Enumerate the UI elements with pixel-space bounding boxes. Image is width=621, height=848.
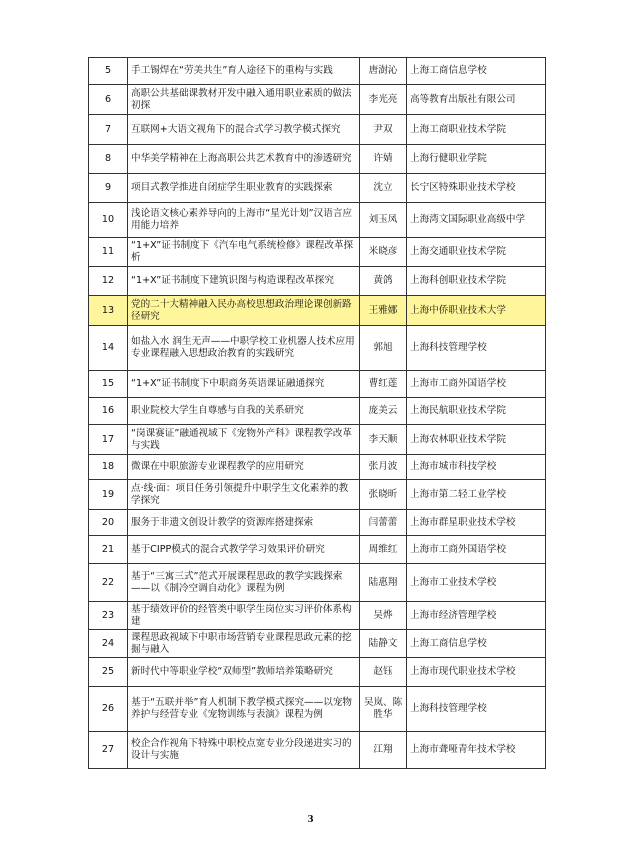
table-row [89,687,546,732]
table-row [89,564,546,602]
paper-title: 高职公共基础课教材开发中融入通用职业素质的做法初探 [128,85,360,115]
row-number: 18 [89,455,128,480]
institution: 上海工商信息学校 [407,58,546,85]
table-row [89,145,546,174]
row-number: 8 [89,145,128,174]
paper-title: 如盐入水 润生无声——中职学校工业机器人技术应用专业课程融入思想政治教育的实践研究 [128,326,360,371]
table-row [89,238,546,267]
table-row [89,732,546,769]
table-row [89,398,546,425]
institution: 上海市经济管理学校 [407,602,546,630]
author-name: 陆静文 [360,630,407,658]
author-name: 郭旭 [360,326,407,371]
author-name: 李天顺 [360,425,407,455]
paper-title: “1+X”证书制度下建筑识图与构造课程改革探究 [128,267,360,296]
row-number: 22 [89,564,128,602]
author-name: 闫蕾蕾 [360,510,407,536]
author-name: 李光亮 [360,85,407,115]
institution: 上海民航职业技术学院 [407,398,546,425]
paper-title: 项目式教学推进自闭症学生职业教育的实践探索 [128,174,360,203]
table-row [89,536,546,564]
paper-title: 浅论语文核心素养导向的上海市“星光计划”汉语言应用能力培养 [128,203,360,238]
institution: 上海市群星职业技术学校 [407,510,546,536]
institution: 上海行健职业学院 [407,145,546,174]
table-row [89,203,546,238]
institution: 上海工商职业技术学院 [407,115,546,145]
table-row [89,425,546,455]
paper-title: 点·线·面：项目任务引领提升中职学生文化素养的教学探究 [128,480,360,510]
institution: 上海市工商外国语学校 [407,536,546,564]
row-number: 10 [89,203,128,238]
table-row [89,326,546,371]
row-number: 12 [89,267,128,296]
author-name: 刘玉凤 [360,203,407,238]
institution: 长宁区特殊职业技术学校 [407,174,546,203]
paper-title: 微课在中职旅游专业课程教学的应用研究 [128,455,360,480]
paper-title: 中华美学精神在上海高职公共艺术教育中的渗透研究 [128,145,360,174]
paper-title: 职业院校大学生自尊感与自我的关系研究 [128,398,360,425]
paper-title: “1+X”证书制度下中职商务英语课证融通探究 [128,371,360,398]
paper-title: 党的二十大精神融入民办高校思想政治理论课创新路径研究 [128,296,360,326]
row-number: 19 [89,480,128,510]
paper-title: 服务于非遗文创设计教学的资源库搭建探索 [128,510,360,536]
table-row [89,630,546,658]
institution: 上海市城市科技学校 [407,455,546,480]
table-row [89,658,546,687]
author-name: 张晓昕 [360,480,407,510]
author-name: 赵钰 [360,658,407,687]
institution: 上海市第二轻工业学校 [407,480,546,510]
institution: 上海中侨职业技术大学 [407,296,546,326]
row-number: 23 [89,602,128,630]
institution: 上海农林职业技术学院 [407,425,546,455]
paper-title: 基于“五联并举”育人机制下教学模式探究——以宠物养护与经营专业《宠物训练与表演》课程为例 [128,687,360,732]
author-name: 米晓彦 [360,238,407,267]
paper-title: “1+X”证书制度下《汽车电气系统检修》课程改革探析 [128,238,360,267]
institution: 上海市现代职业技术学校 [407,658,546,687]
author-name: 王雅娜 [360,296,407,326]
paper-title: 基于绩效评价的经管类中职学生岗位实习评价体系构建 [128,602,360,630]
institution: 上海工商信息学校 [407,630,546,658]
author-name: 吴岚、陈胜华 [360,687,407,732]
institution: 上海科创职业技术学院 [407,267,546,296]
table-row [89,510,546,536]
award-list-table [88,57,546,769]
table-row [89,267,546,296]
table-row [89,371,546,398]
paper-title: 手工锡焊在“劳美共生”育人途径下的重构与实践 [128,58,360,85]
author-name: 周维红 [360,536,407,564]
row-number: 16 [89,398,128,425]
author-name: 吴烨 [360,602,407,630]
row-number: 26 [89,687,128,732]
table-row-highlighted [89,296,546,326]
row-number: 25 [89,658,128,687]
paper-title: “岗课赛证”融通视域下《宠物外产科》课程教学改革与实践 [128,425,360,455]
author-name: 沈立 [360,174,407,203]
author-name: 张月波 [360,455,407,480]
institution: 上海市工业技术学校 [407,564,546,602]
author-name: 许婧 [360,145,407,174]
row-number: 6 [89,85,128,115]
paper-title: 基于“三寓三式”范式开展课程思政的教学实践探索——以《制冷空调自动化》课程为例 [128,564,360,602]
row-number: 13 [89,296,128,326]
paper-title: 校企合作视角下特殊中职校点宽专业分段递进实习的设计与实施 [128,732,360,769]
author-name: 陆惠翔 [360,564,407,602]
institution: 上海市工商外国语学校 [407,371,546,398]
institution: 高等教育出版社有限公司 [407,85,546,115]
row-number: 9 [89,174,128,203]
author-name: 唐澍沁 [360,58,407,85]
page-number: 3 [307,815,314,825]
row-number: 27 [89,732,128,769]
row-number: 20 [89,510,128,536]
author-name: 黄鸽 [360,267,407,296]
paper-title: 课程思政视域下中职市场营销专业课程思政元素的挖掘与融入 [128,630,360,658]
institution: 上海湾文国际职业高级中学 [407,203,546,238]
institution: 上海市聋哑青年技术学校 [407,732,546,769]
author-name: 江翔 [360,732,407,769]
table-row [89,115,546,145]
table-row [89,602,546,630]
row-number: 7 [89,115,128,145]
row-number: 14 [89,326,128,371]
paper-title: 基于CIPP模式的混合式教学学习效果评价研究 [128,536,360,564]
paper-title: 互联网+大语文视角下的混合式学习教学模式探究 [128,115,360,145]
author-name: 尹双 [360,115,407,145]
institution: 上海科技管理学校 [407,687,546,732]
table-row [89,480,546,510]
row-number: 21 [89,536,128,564]
institution: 上海科技管理学校 [407,326,546,371]
table-row [89,58,546,85]
author-name: 曹红莲 [360,371,407,398]
table-row [89,455,546,480]
table-row [89,85,546,115]
row-number: 24 [89,630,128,658]
row-number: 17 [89,425,128,455]
row-number: 5 [89,58,128,85]
paper-title: 新时代中等职业学校“双师型”教师培养策略研究 [128,658,360,687]
author-name: 庞美云 [360,398,407,425]
table-row [89,174,546,203]
institution: 上海交通职业技术学院 [407,238,546,267]
row-number: 15 [89,371,128,398]
row-number: 11 [89,238,128,267]
